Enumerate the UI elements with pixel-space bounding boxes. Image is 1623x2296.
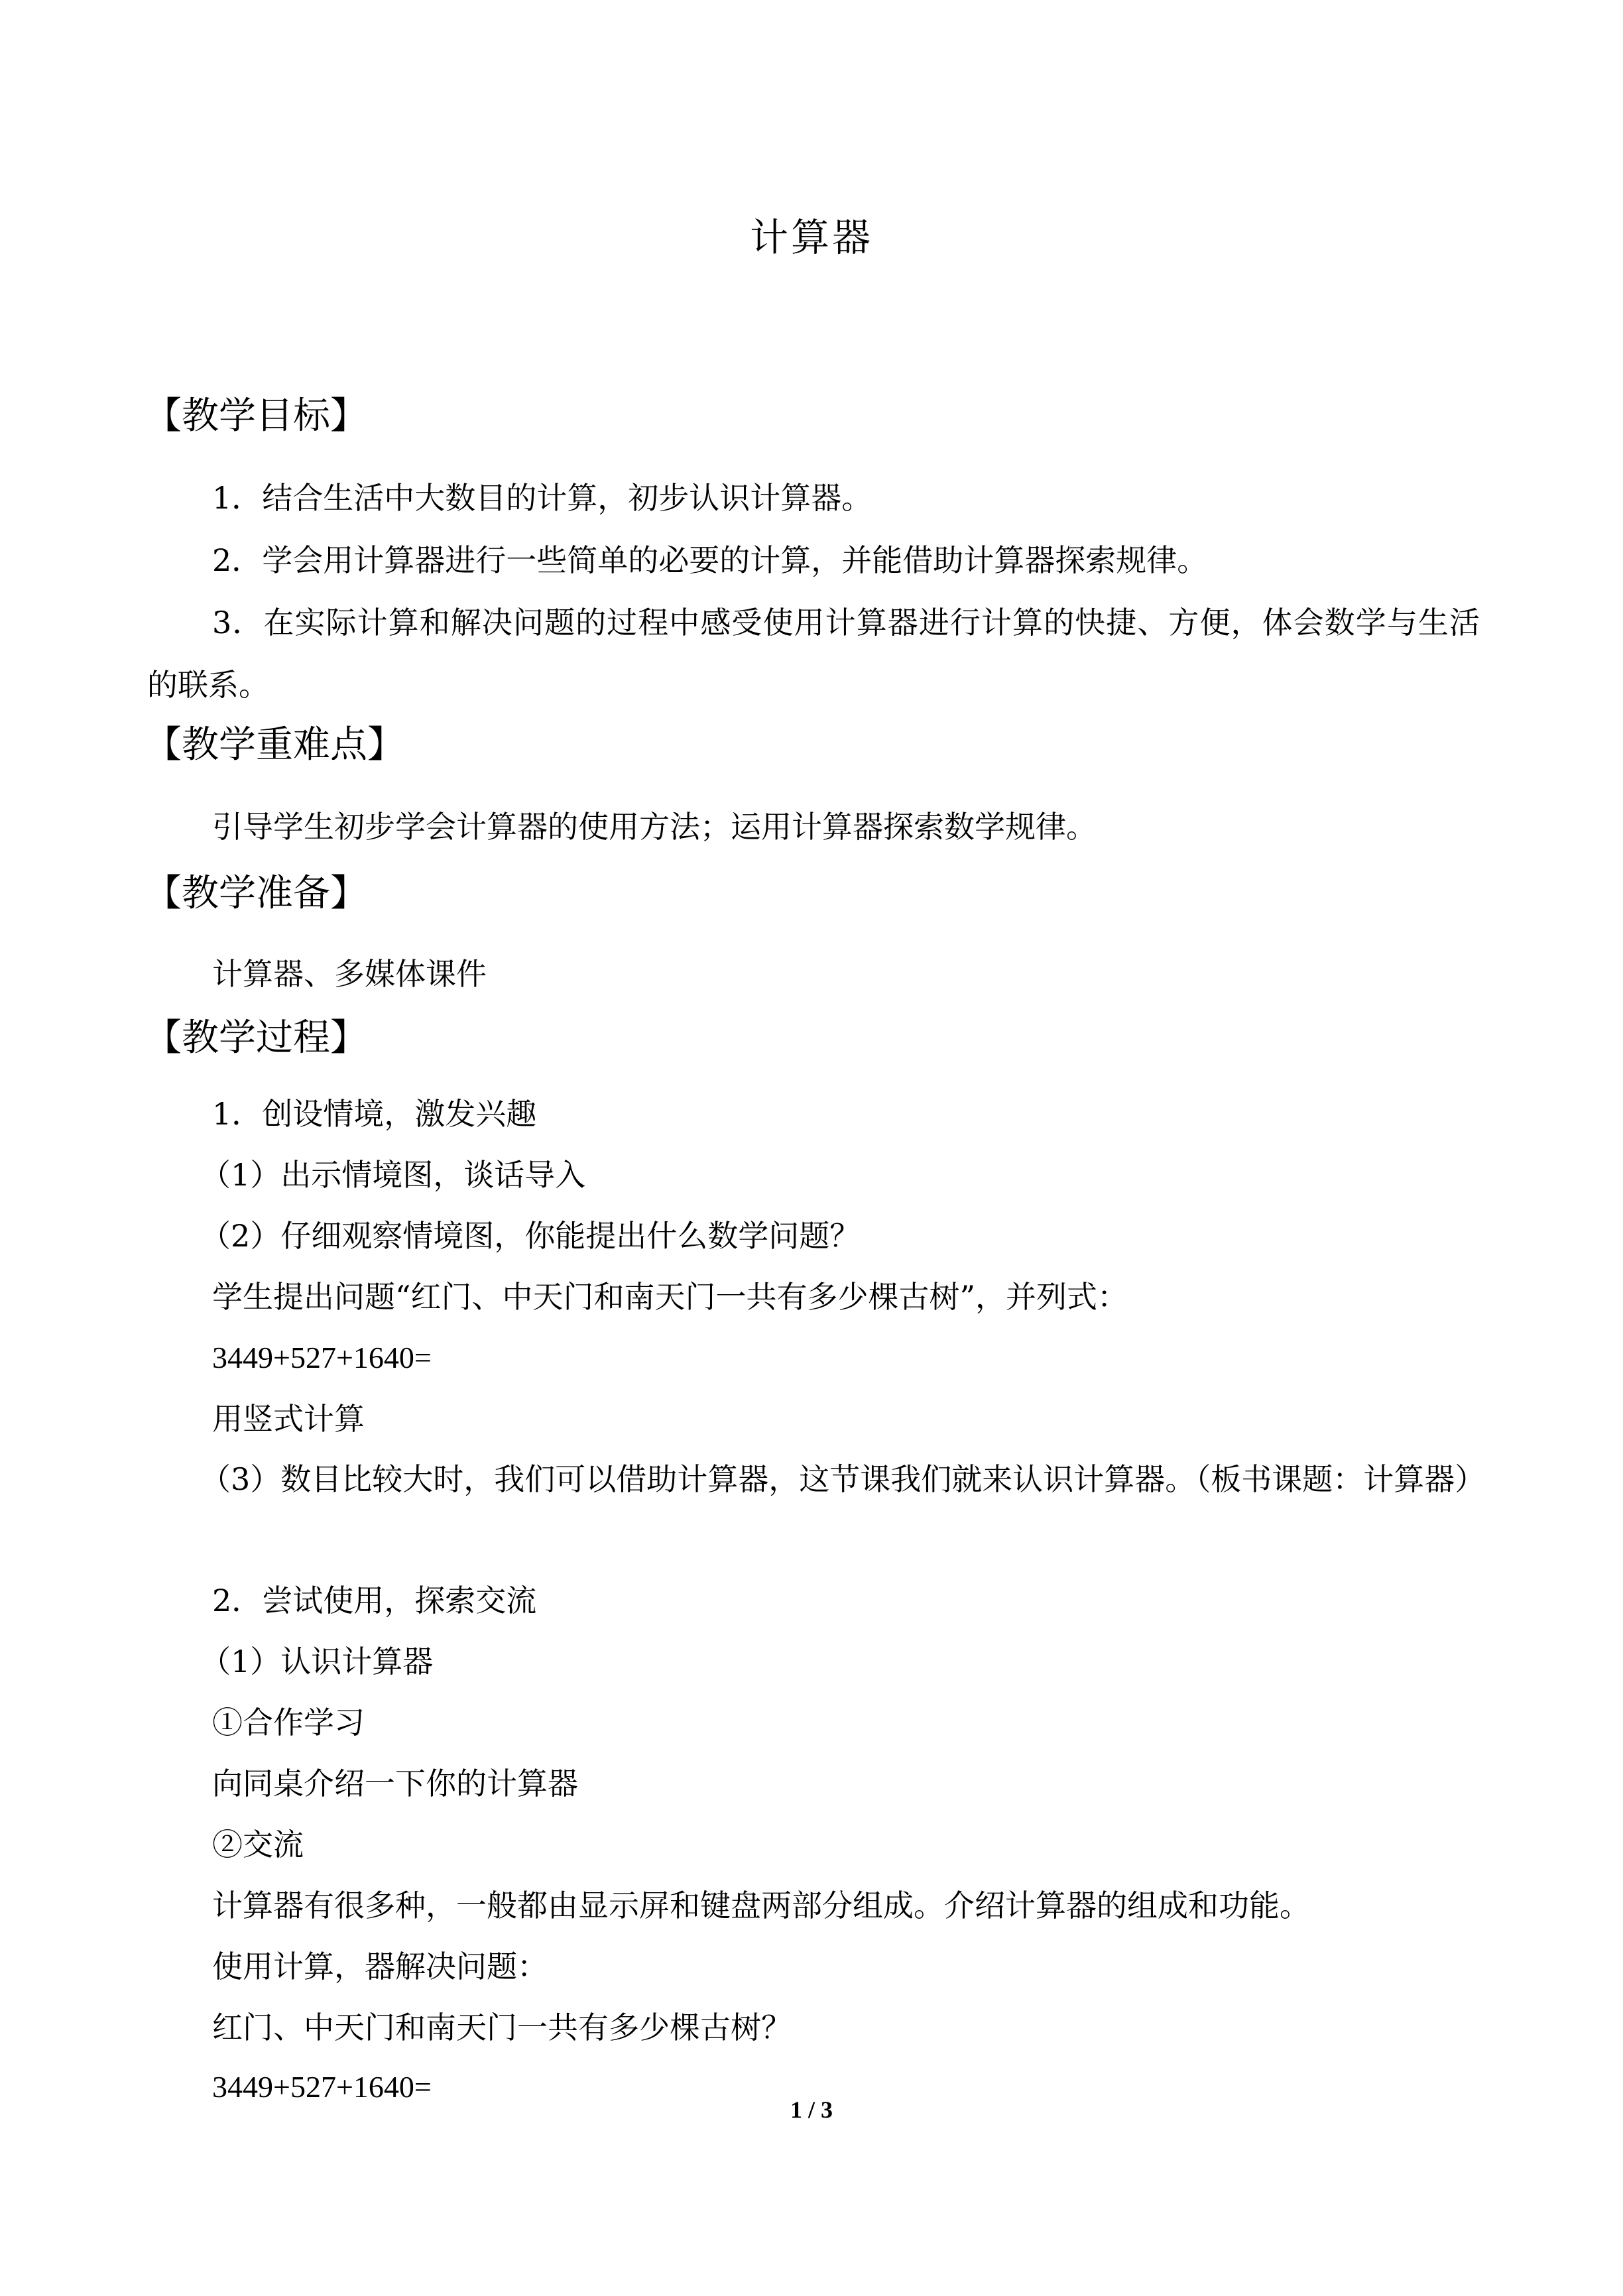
page-title: 计算器 bbox=[749, 215, 873, 260]
heading-objectives: 【教学目标】 bbox=[145, 394, 367, 438]
objective-item-3: 3．在实际计算和解决问题的过程中感受使用计算器进行计算的快捷、方便，体会数学与生活的联系。 bbox=[147, 605, 1480, 703]
process-line: ②交流 bbox=[212, 1827, 304, 1862]
preparation-text: 计算器、多媒体课件 bbox=[212, 956, 487, 992]
process-line: （1）出示情境图，谈话导入 bbox=[200, 1157, 586, 1193]
heading-preparation: 【教学准备】 bbox=[145, 872, 367, 915]
process-line: （1）认识计算器 bbox=[200, 1644, 434, 1679]
process-line: 计算器有很多种，一般都由显示屏和键盘两部分组成。介绍计算器的组成和功能。 bbox=[212, 1888, 1310, 1923]
process-line: （2）仔细观察情境图，你能提出什么数学问题？ bbox=[200, 1218, 861, 1254]
process-line: 红门、中天门和南天门一共有多少棵古树？ bbox=[212, 2010, 792, 2045]
equation: 3449+527+1640= bbox=[212, 2070, 432, 2104]
objective-item-2: 2．学会用计算器进行一些简单的必要的计算，并能借助计算器探索规律。 bbox=[212, 542, 1208, 578]
heading-process: 【教学过程】 bbox=[145, 1016, 367, 1059]
process-line: 2．尝试使用，探索交流 bbox=[212, 1583, 537, 1618]
page-number: 1 / 3 bbox=[790, 2096, 833, 2123]
process-line: ①合作学习 bbox=[212, 1705, 365, 1740]
process-line: 学生提出问题“红门、中天门和南天门一共有多少棵古树”，并列式： bbox=[212, 1279, 1128, 1315]
heading-key-points: 【教学重难点】 bbox=[145, 723, 404, 766]
process-line: 用竖式计算 bbox=[212, 1401, 365, 1437]
process-line: 向同桌介绍一下你的计算器 bbox=[212, 1766, 578, 1801]
process-line: 使用计算，器解决问题： bbox=[212, 1949, 548, 1984]
equation: 3449+527+1640= bbox=[212, 1341, 432, 1374]
process-paragraph: （3）数目比较大时，我们可以借助计算器，这节课我们就来认识计算器。（板书课题：计算器） bbox=[200, 1461, 1486, 1497]
objective-item-1: 1．结合生活中大数目的计算，初步认识计算器。 bbox=[212, 480, 872, 516]
process-line: 1．创设情境，激发兴趣 bbox=[212, 1096, 537, 1132]
key-points-text: 引导学生初步学会计算器的使用方法；运用计算器探索数学规律。 bbox=[212, 809, 1097, 845]
